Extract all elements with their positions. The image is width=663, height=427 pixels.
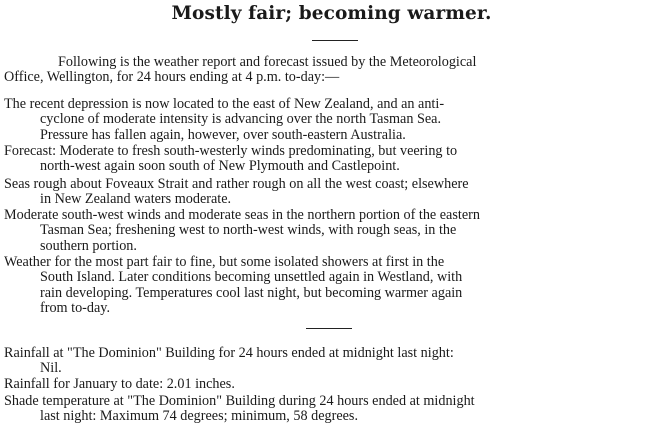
paragraph-intro: [0, 55, 663, 86]
paragraph-winds: [0, 208, 663, 254]
paragraph-line: South Island. Later conditions becoming unsettled again in Westland, with: [40, 269, 463, 286]
paragraph-rainfall-january: [0, 377, 663, 392]
paragraph-line: Moderate south-west winds and moderate seas in the northern portion of the eastern: [4, 207, 480, 223]
paragraph-weather: [0, 255, 663, 317]
paragraph-line: in New Zealand waters moderate.: [40, 191, 232, 208]
paragraph-line: Nil.: [40, 360, 62, 377]
paragraph-line: Shade temperature at "The Dominion" Building during 24 hours ended at midnight: [4, 393, 475, 409]
paragraph-line: Rainfall at "The Dominion" Building for 24 hours ended at midnight last night:: [4, 345, 454, 361]
paragraph-line: north-west again soon south of New Plymouth and Castlepoint.: [40, 158, 400, 175]
paragraph-line: Tasman Sea; freshening west to north-west winds, with rough seas, in the: [40, 222, 457, 239]
separator-rule-top: [312, 40, 358, 41]
separator-rule-bottom: [306, 328, 352, 329]
paragraph-seas: [0, 177, 663, 208]
paragraph-depression: [0, 97, 663, 143]
paragraph-line: Pressure has fallen again, however, over south-eastern Australia.: [40, 126, 406, 143]
paragraph-line: Forecast: Moderate to fresh south-westerly winds predominating, but veering to: [4, 143, 458, 159]
paragraph-line: Office, Wellington, for 24 hours ending at 4 p.m. to-day:—: [4, 69, 340, 86]
paragraph-line: southern portion.: [40, 237, 137, 254]
paragraph-rainfall-24h: [0, 346, 663, 377]
headline: Mostly fair; becoming warmer.: [171, 3, 492, 24]
paragraph-line: Seas rough about Foveaux Strait and rather rough on all the west coast; elsewhere: [4, 176, 469, 192]
paragraph-line: rain developing. Temperatures cool last night, but becoming warmer again: [40, 284, 463, 301]
paragraph-shade-temperature: [0, 394, 663, 425]
paragraph-line: The recent depression is now located to the east of New Zealand, and an anti-: [4, 96, 445, 112]
paragraph-line: Weather for the most part fair to fine, but some isolated showers at first in the: [4, 254, 445, 270]
paragraph-line: from to-day.: [40, 300, 110, 317]
paragraph-line: Following is the weather report and forecast issued by the Meteorological: [58, 54, 477, 70]
paragraph-line: cyclone of moderate intensity is advancing over the north Tasman Sea.: [40, 111, 441, 128]
paragraph-forecast: [0, 144, 663, 175]
paragraph-line: last night: Maximum 74 degrees; minimum, 58 degrees.: [40, 408, 358, 425]
paragraph-line: Rainfall for January to date: 2.01 inches.: [4, 376, 235, 392]
